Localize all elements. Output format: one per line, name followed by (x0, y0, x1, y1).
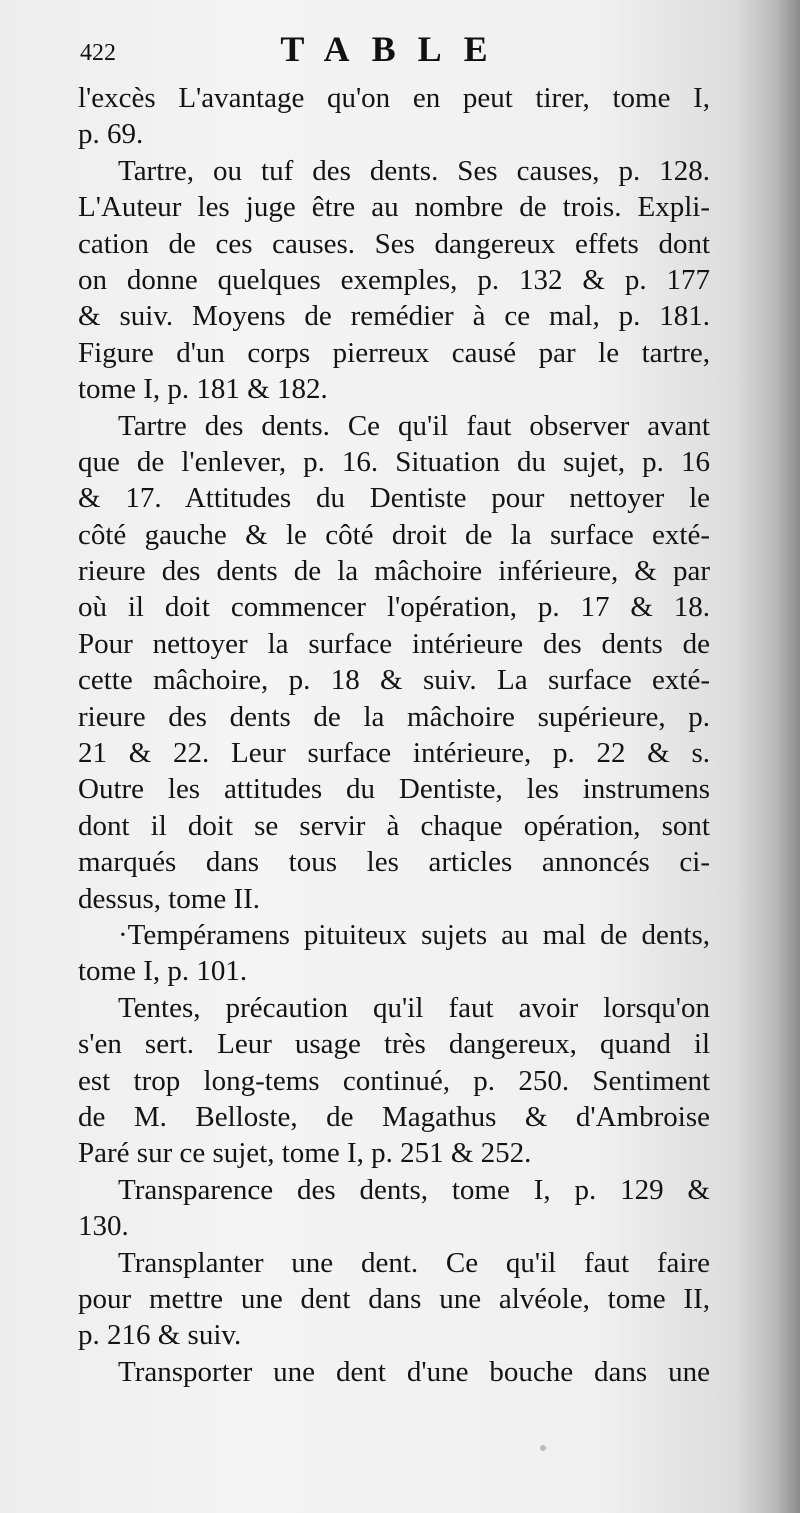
text-line: cette mâchoire, p. 18 & suiv. La surface exté- (78, 664, 710, 697)
text-line: ·Tempéramens pituiteux sujets au mal de dents, (118, 918, 710, 951)
text-line: tome I, p. 101. (78, 955, 248, 988)
text-line: l'excès L'avantage qu'on en peut tirer, tome I, (78, 82, 710, 114)
text-line: est trop long-tems continué, p. 250. Sentiment (78, 1064, 710, 1097)
text-line: marqués dans tous les articles annoncés ci- (78, 846, 710, 879)
text-line: tome I, p. 181 & 182. (78, 373, 328, 406)
text-line: que de l'enlever, p. 16. Situation du sujet, p. 16 (78, 445, 710, 478)
text-line: on donne quelques exemples, p. 132 & p. 177 (78, 263, 710, 296)
text-line: dont il doit se servir à chaque opération, sont (78, 809, 710, 842)
text-line: rieure des dents de la mâchoire inférieure, & par (78, 555, 710, 588)
text-line: Figure d'un corps pierreux causé par le tartre, (78, 336, 710, 369)
text-line: p. 69. (78, 118, 144, 151)
text-line: & 17. Attitudes du Dentiste pour nettoyer le (78, 482, 710, 515)
running-head: TABLE (280, 29, 510, 69)
text-line: cation de ces causes. Ses dangereux effets dont (78, 227, 710, 260)
text-line: Transplanter une dent. Ce qu'il faut faire (118, 1246, 710, 1279)
text-line: côté gauche & le côté droit de la surface exté- (78, 518, 710, 551)
text-line: 130. (78, 1210, 129, 1243)
text-line: s'en sert. Leur usage très dangereux, quand il (78, 1028, 710, 1061)
text-line: de M. Belloste, de Magathus & d'Ambroise (78, 1100, 710, 1133)
text-line: où il doit commencer l'opération, p. 17 & 18. (78, 591, 710, 624)
text-line: Paré sur ce sujet, tome I, p. 251 & 252. (78, 1137, 532, 1170)
text-line: pour mettre une dent dans une alvéole, tome II, (78, 1282, 710, 1315)
text-line: 21 & 22. Leur surface intérieure, p. 22 & s. (78, 737, 710, 770)
page-speck (540, 1445, 546, 1451)
text-line: p. 216 & suiv. (78, 1319, 242, 1352)
text-line: dessus, tome II. (78, 882, 261, 915)
text-line: Pour nettoyer la surface intérieure des dents de (78, 627, 710, 660)
text-line: rieure des dents de la mâchoire supérieure, p. (78, 700, 710, 733)
index-text-body (78, 80, 710, 1390)
text-line: Tentes, précaution qu'il faut avoir lorsqu'on (118, 991, 710, 1024)
page-number: 422 (80, 40, 116, 66)
text-line: & suiv. Moyens de remédier à ce mal, p. 181. (78, 300, 710, 333)
text-line: Transparence des dents, tome I, p. 129 & (118, 1173, 710, 1206)
text-line: Tartre des dents. Ce qu'il faut observer avant (118, 409, 710, 442)
page-header (70, 26, 720, 70)
text-line: Tartre, ou tuf des dents. Ses causes, p. 128. (118, 154, 710, 187)
text-line: Outre les attitudes du Dentiste, les instrumens (78, 773, 710, 806)
text-line: Transporter une dent d'une bouche dans une (118, 1355, 710, 1388)
text-line: L'Auteur les juge être au nombre de trois. Expli- (78, 191, 710, 224)
